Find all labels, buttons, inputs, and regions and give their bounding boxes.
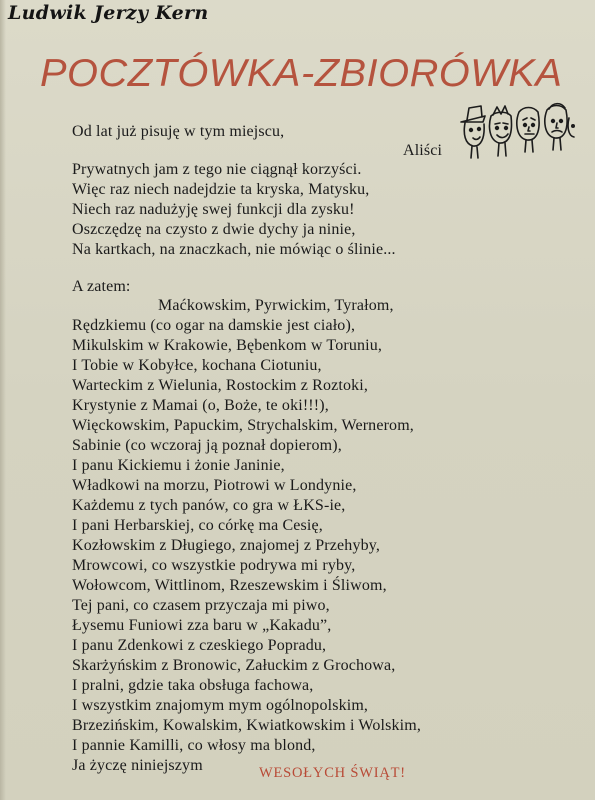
- poem-line: Aliści: [403, 142, 443, 159]
- poem-line: Władkowi na morzu, Piotrowi w Londynie,: [72, 477, 357, 494]
- poem-line: Na kartkach, na znaczkach, nie mówiąc o ślinie...: [72, 241, 396, 258]
- poem-line: Łysemu Funiowi zza baru w „Kakadu”,: [72, 617, 332, 634]
- poem-line: Kozłowskim z Długiego, znajomej z Przehyby,: [72, 537, 381, 554]
- poem-line: I pani Herbarskiej, co córkę ma Cesię,: [72, 517, 323, 534]
- poem-line: A zatem:: [72, 278, 131, 295]
- poem-line: I wszystkim znajomym mym ogólnopolskim,: [72, 697, 369, 714]
- poem-line: Tej pani, co czasem przyczaja mi piwo,: [72, 597, 330, 614]
- greeting-text: WESOŁYCH ŚWIĄT!: [259, 765, 406, 781]
- poem-line: Rędzkiemu (co ogar na damskie jest ciało),: [72, 317, 356, 334]
- poem-line: Mrowcowi, co wszystkie podrywa mi ryby,: [72, 557, 356, 574]
- poem-line: Ja życzę niniejszym: [72, 757, 203, 774]
- poem-line: Więckowskim, Papuckim, Strychalskim, Wernerom,: [72, 417, 414, 434]
- poem-line: Od lat już pisuję w tym miejscu,: [72, 123, 285, 140]
- poem-line: Skarżyńskim z Bronowic, Załuckim z Grochowa,: [72, 657, 396, 674]
- poem-line: I panu Kickiemu i żonie Janinie,: [72, 457, 285, 474]
- poem-line: I pannie Kamilli, co włosy ma blond,: [72, 737, 316, 754]
- poem-line: Maćkowskim, Pyrwickim, Tyrałom,: [158, 297, 394, 314]
- poem-line: Brzezińskim, Kowalskim, Kwiatkowskim i Wolskim,: [72, 717, 422, 734]
- poem-line: Krystynie z Mamai (o, Boże, te oki!!!),: [72, 397, 329, 414]
- poem-line: Sabinie (co wczoraj ją poznał dopierom),: [72, 437, 342, 454]
- poem-title: POCZTÓWKA-ZBIORÓWKA: [40, 52, 563, 95]
- poem-line: Prywatnych jam z tego nie ciągnął korzyści.: [72, 161, 362, 178]
- poem-line: Więc raz niech nadejdzie ta kryska, Matysku,: [72, 181, 370, 198]
- poem-line: I Tobie w Kobyłce, kochana Ciotuniu,: [72, 357, 322, 374]
- poem-line: Oszczędzę na czysto z dwie dychy ja ninie,: [72, 221, 356, 238]
- poem-line: Wołowcom, Wittlinom, Rzeszewskim i Śliwom,: [72, 577, 387, 594]
- author-name: Ludwik Jerzy Kern: [8, 2, 209, 24]
- poem-line: I pralni, gdzie taka obsługa fachowa,: [72, 677, 314, 694]
- poem-line: Każdemu z tych panów, co gra w ŁKS-ie,: [72, 497, 346, 514]
- poem-line: Mikulskim w Krakowie, Bębenkom w Toruniu,: [72, 337, 383, 354]
- poem-line: Niech raz nadużyję swej funkcji dla zysku!: [72, 201, 355, 218]
- poem-line: Warteckim z Wielunia, Rostockim z Roztoki,: [72, 377, 369, 394]
- poem-line: I panu Zdenkowi z czeskiego Popradu,: [72, 637, 327, 654]
